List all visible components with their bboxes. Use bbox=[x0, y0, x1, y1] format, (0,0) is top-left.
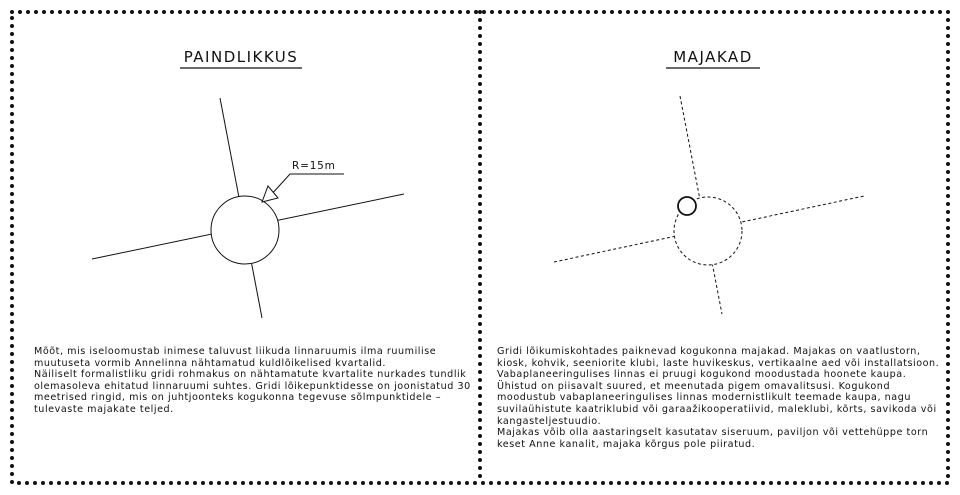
radius-arrow-icon bbox=[262, 186, 278, 202]
right-panel-description bbox=[497, 346, 941, 450]
lighthouse-marker-icon bbox=[678, 197, 696, 215]
left-paragraph-1: Mõõt, mis iseloomustab inimese taluvust liikuda linnaruumis ilma ruumilise muutuseta vormib Annelinna nähtamatud kuldlõikelised kvartalid. bbox=[34, 346, 437, 369]
left-panel-title: PAINDLIKKUS bbox=[183, 48, 299, 66]
right-diagram bbox=[554, 96, 864, 314]
right-paragraph-1: Gridi lõikumiskohtades paiknevad kogukonna majakad. Majakas on vaatlustorn, kiosk, kohvik, seeniorite klubi, laste huvikeskus, vertikaalne aed või installatsioon. Vabaplaneeringulises linnas ei pruugi kogukond moodustada hoonete kaupa. Ühistud on piisavalt suured, et meenutada pigem omavalitsusi. Kogukond moodustub vabaplaneeringulises linnas modernistlikult teemade kaupa, nagu suvilaühistute kaatriklubid või garaažikooperatiivid, maleklubi, kõrts, savikoda või kangasteljestuudio. bbox=[497, 346, 940, 427]
left-diagram bbox=[92, 98, 404, 318]
radius-label: R=15m bbox=[292, 160, 336, 172]
node-circle bbox=[211, 196, 279, 264]
radius-leader-line bbox=[270, 174, 344, 196]
left-panel-description bbox=[34, 346, 474, 416]
right-paragraph-2: Majakas võib olla aastaringselt kasutatav siseruum, paviljon või vettehüppe torn keset Anne kanalit, majaka kõrgus pole piiratud. bbox=[497, 427, 929, 450]
left-paragraph-2: Näiliselt formalistliku gridi rohmakus on nähtamatute kvartalite nurkades tundlik olemasoleva ehitatud linnaruumi suhtes. Gridi lõikepunktidesse on joonistatud 30 meetrised ringid, mis on juhtjoonteks kogukonna tegevuse sõlmpunktidele – tulevaste majakate teljed. bbox=[34, 369, 471, 415]
right-panel-title: MAJAKAD bbox=[673, 48, 753, 66]
